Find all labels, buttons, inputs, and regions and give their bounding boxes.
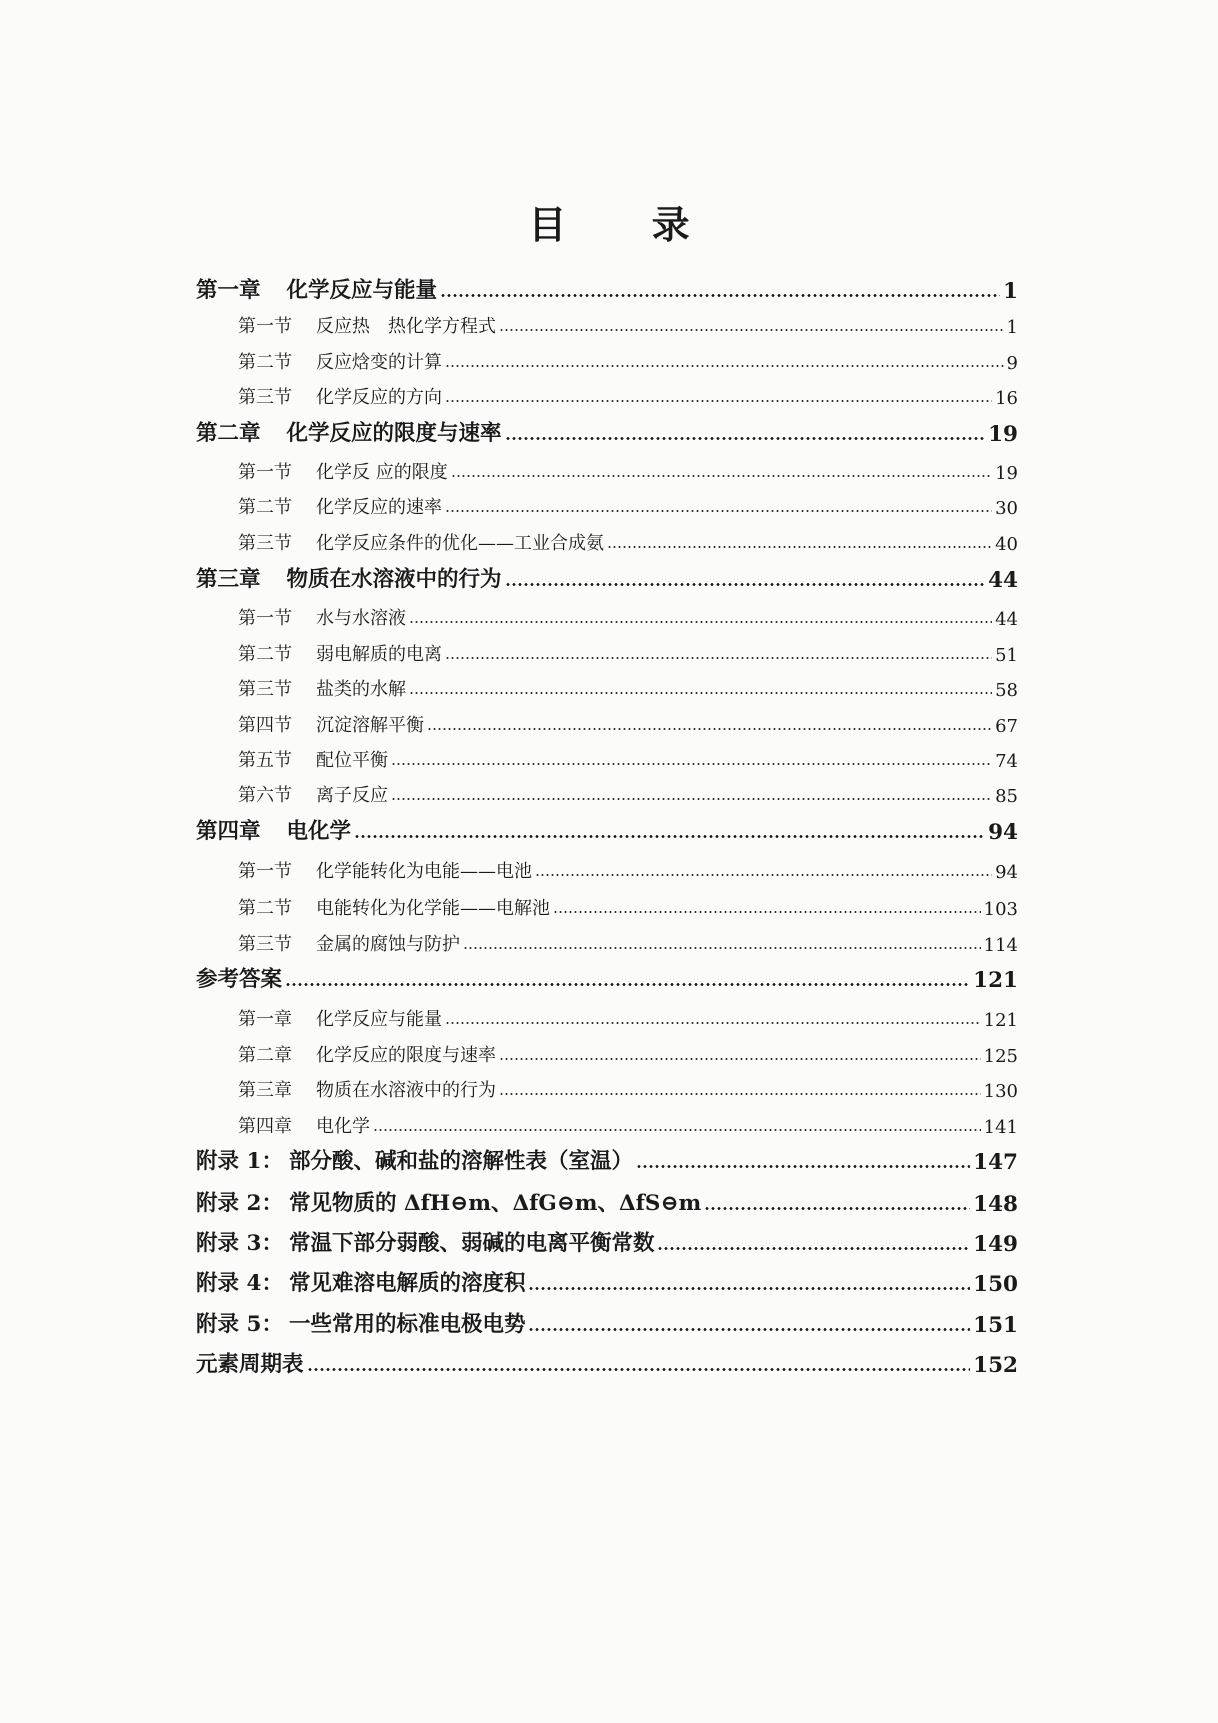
toc-entry-section [196, 596, 1018, 630]
toc-entry-title: 配位平衡 [316, 750, 388, 771]
toc-entry-chapter [196, 811, 1018, 845]
toc-entry-page-number: 121 [973, 968, 1018, 993]
page-title: 目 录 [528, 202, 726, 247]
dot-leader [657, 1247, 970, 1250]
dot-leader [391, 763, 992, 765]
dot-leader [285, 983, 970, 986]
toc-entry-number: 第二章 [238, 1045, 292, 1066]
dot-leader [445, 657, 992, 659]
toc-entry-number: 第二节 [238, 898, 292, 919]
toc-entry-section [196, 997, 1018, 1031]
toc-entry-number: 第六节 [238, 785, 292, 806]
dot-leader [535, 874, 992, 876]
toc-entry-page-number: 19 [995, 463, 1018, 484]
toc-entry-title: 弱电解质的电离 [316, 644, 442, 665]
dot-leader [553, 911, 981, 913]
toc-entry-page-number: 94 [988, 820, 1018, 845]
toc-entry-number: 第三节 [238, 679, 292, 700]
toc-entry-page-number: 114 [983, 935, 1018, 956]
toc-entry-number: 第三节 [238, 533, 292, 554]
toc-entry-title: 离子反应 [316, 785, 388, 806]
toc-entry-section [196, 450, 1018, 484]
toc-entry-page-number: 147 [973, 1150, 1018, 1175]
dot-leader [445, 1022, 981, 1024]
dot-leader [499, 329, 1004, 331]
toc-entry-page-number: 74 [995, 751, 1018, 772]
toc-entry-number: 第五节 [238, 750, 292, 771]
toc-entry-number: 第一节 [238, 608, 292, 629]
toc-entry-appendix [196, 1263, 1018, 1297]
toc-entry-page-number: 85 [995, 786, 1018, 807]
toc-entry-title: 化学反应与能量 [286, 278, 438, 303]
toc-entry-number: 第四章 [238, 1116, 292, 1137]
toc-entry-page-number: 149 [973, 1232, 1018, 1257]
toc-entry-number: 第一节 [238, 861, 292, 882]
toc-entry-page-number: 1 [1006, 317, 1018, 338]
dot-leader [409, 621, 992, 623]
toc-entry-title: 化学反应的限度与速率 [286, 421, 502, 446]
toc-entry-section [196, 375, 1018, 409]
toc-entry-title: 部分酸、碱和盐的溶解性表（室温） [288, 1149, 633, 1174]
toc-entry-title: 物质在水溶液中的行为 [286, 567, 502, 592]
toc-entry-title: 盐类的水解 [316, 679, 406, 700]
toc-entry-number: 第三章 [238, 1080, 292, 1101]
toc-entry-page-number: 16 [995, 388, 1018, 409]
toc-entry-title: 常温下部分弱酸、弱碱的电离平衡常数 [288, 1231, 655, 1256]
scan-edge-marks [1202, 340, 1208, 460]
toc-entry-number: 第四章 [196, 819, 261, 844]
toc-entry-title: 化学能转化为电能——电池 [316, 861, 532, 882]
toc-entry-title: 化学反应的方向 [316, 387, 442, 408]
toc-entry-appendix [196, 1304, 1018, 1338]
dot-leader [391, 798, 992, 800]
toc-entry-title: 物质在水溶液中的行为 [316, 1080, 496, 1101]
toc-entry-title: 化学反应与能量 [316, 1009, 442, 1030]
toc-entry-page-number: 44 [995, 609, 1018, 630]
dot-leader [445, 400, 992, 402]
toc-entry-appendix [196, 1183, 1018, 1217]
toc-entry-number: 附录 2： [196, 1191, 283, 1216]
toc-entry-chapter [196, 270, 1018, 304]
toc-entry-number: 附录 4： [196, 1271, 283, 1296]
toc-entry-chapter [196, 959, 1018, 993]
toc-entry-section [196, 304, 1018, 338]
dot-leader [505, 437, 986, 440]
toc-entry-number: 附录 3： [196, 1231, 283, 1256]
toc-entry-title: 一些常用的标准电极电势 [288, 1312, 526, 1337]
toc-entry-number: 附录 1： [196, 1149, 283, 1174]
toc-entry-section [196, 667, 1018, 701]
dot-leader [373, 1129, 981, 1131]
toc-entry-page-number: 148 [973, 1192, 1018, 1217]
toc-entry-title: 沉淀溶解平衡 [316, 715, 424, 736]
toc-entry-page-number: 58 [995, 680, 1018, 701]
toc-entry-page-number: 150 [973, 1272, 1018, 1297]
toc-entry-page-number: 141 [983, 1117, 1018, 1138]
toc-entry-page-number: 1 [1003, 279, 1018, 304]
toc-entry-number: 第一章 [196, 278, 261, 303]
toc-entry-title: 元素周期表 [196, 1352, 304, 1377]
dot-leader [445, 510, 992, 512]
toc-entry-chapter [196, 1344, 1018, 1378]
toc-entry-title: 反应热 热化学方程式 [316, 316, 496, 337]
toc-entry-page-number: 94 [995, 862, 1018, 883]
toc-entry-page-number: 125 [983, 1046, 1018, 1067]
toc-entry-title: 参考答案 [196, 967, 283, 992]
dot-leader [607, 546, 992, 548]
toc-entry-number: 第一节 [238, 462, 292, 483]
toc-entry-section [196, 1033, 1018, 1067]
toc-entry-page-number: 151 [973, 1313, 1018, 1338]
toc-entry-section [196, 849, 1018, 883]
dot-leader [307, 1368, 971, 1371]
toc-entry-page-number: 19 [988, 422, 1018, 447]
toc-entry-page-number: 67 [995, 716, 1018, 737]
toc-entry-title: 化学反 应的限度 [316, 462, 448, 483]
dot-leader [505, 583, 986, 586]
dot-leader [445, 365, 1004, 367]
toc-entry-number: 第一章 [238, 1009, 292, 1030]
toc-entry-title: 常见物质的 ΔfH⊖m、ΔfG⊖m、ΔfS⊖m [288, 1191, 702, 1216]
dot-leader [499, 1093, 981, 1095]
toc-entry-number: 第二节 [238, 497, 292, 518]
toc-entry-title: 电化学 [286, 819, 352, 844]
toc-entry-section [196, 773, 1018, 807]
dot-leader [451, 475, 992, 477]
dot-leader [440, 294, 1000, 297]
toc-entry-number: 第三节 [238, 387, 292, 408]
toc-entry-title: 水与水溶液 [316, 608, 406, 629]
dot-leader [636, 1165, 970, 1168]
dot-leader [354, 835, 985, 838]
toc-entry-number: 附录 5： [196, 1312, 283, 1337]
toc-entry-title: 电化学 [316, 1116, 370, 1137]
toc-entry-title: 电能转化为化学能——电解池 [316, 898, 550, 919]
toc-entry-section [196, 340, 1018, 374]
toc-entry-number: 第四节 [238, 715, 292, 736]
toc-entry-section [196, 485, 1018, 519]
toc-entry-section [196, 632, 1018, 666]
toc-entry-title: 化学反应条件的优化——工业合成氨 [316, 533, 604, 554]
toc-entry-page-number: 51 [995, 645, 1018, 666]
toc-entry-page-number: 103 [983, 899, 1018, 920]
toc-entry-number: 第二节 [238, 352, 292, 373]
dot-leader [704, 1207, 970, 1210]
toc-entry-appendix [196, 1223, 1018, 1257]
toc-entry-section [196, 886, 1018, 920]
toc-entry-section [196, 521, 1018, 555]
toc-entry-page-number: 30 [995, 498, 1018, 519]
toc-entry-chapter [196, 413, 1018, 447]
toc-entry-title: 化学反应的速率 [316, 497, 442, 518]
toc-entry-number: 第一节 [238, 316, 292, 337]
toc-entry-number: 第三节 [238, 934, 292, 955]
toc-entry-number: 第三章 [196, 567, 261, 592]
dot-leader [427, 728, 992, 730]
dot-leader [528, 1328, 970, 1331]
toc-entry-number: 第二章 [196, 421, 261, 446]
dot-leader [528, 1287, 970, 1290]
toc-entry-number: 第二节 [238, 644, 292, 665]
dot-leader [499, 1058, 981, 1060]
toc-entry-page-number: 121 [983, 1010, 1018, 1031]
toc-entry-section [196, 703, 1018, 737]
toc-entry-title: 化学反应的限度与速率 [316, 1045, 496, 1066]
toc-entry-appendix [196, 1141, 1018, 1175]
toc-entry-title: 常见难溶电解质的溶度积 [288, 1271, 526, 1296]
toc-entry-page-number: 9 [1006, 353, 1018, 374]
toc-entry-page-number: 40 [995, 534, 1018, 555]
toc-entry-section [196, 1068, 1018, 1102]
toc-entry-title: 金属的腐蚀与防护 [316, 934, 460, 955]
toc-entry-section [196, 1104, 1018, 1138]
toc-entry-page-number: 130 [983, 1081, 1018, 1102]
dot-leader [409, 692, 992, 694]
toc-entry-title: 反应焓变的计算 [316, 352, 442, 373]
toc-entry-page-number: 44 [988, 568, 1018, 593]
toc-entry-section [196, 922, 1018, 956]
toc-entry-section [196, 738, 1018, 772]
toc-entry-chapter [196, 559, 1018, 593]
dot-leader [463, 947, 981, 949]
toc-entry-page-number: 152 [973, 1353, 1018, 1378]
